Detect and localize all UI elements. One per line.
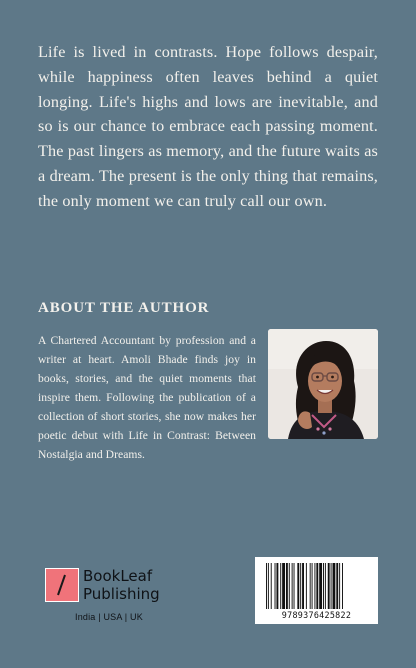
publisher-locations: India | USA | UK <box>75 612 143 622</box>
barcode-bars <box>265 563 368 609</box>
publisher-logo-block <box>45 568 185 628</box>
author-photo <box>268 329 378 439</box>
author-bio: A Chartered Accountant by profession and a writer at heart. Amoli Bhade finds joy in books, stories, and the quiet moments that inspire them. Following the publication of a collection of short stories, she now makes her poetic debut with Life in Contrast: Between Nostalgia and Dreams. <box>38 334 256 461</box>
publisher-name <box>83 567 160 603</box>
bookleaf-logo-icon <box>45 568 79 602</box>
publisher-name-line2: Publishing <box>83 585 160 603</box>
about-author-heading: ABOUT THE AUTHOR <box>38 300 210 316</box>
isbn-number: 9789376425822 <box>281 610 352 620</box>
isbn-barcode <box>255 557 378 624</box>
back-cover-blurb: Life is lived in contrasts. Hope follows despair, while happiness often leaves behind a quiet longing. Life's highs and lows are inevitable, and so is our chance to embrace each passing moment. The past lingers as memory, and the future waits as a dream. The present is the only thing that remains, the only moment we can truly call our own. <box>38 43 378 210</box>
publisher-name-line1: BookLeaf <box>83 567 153 585</box>
